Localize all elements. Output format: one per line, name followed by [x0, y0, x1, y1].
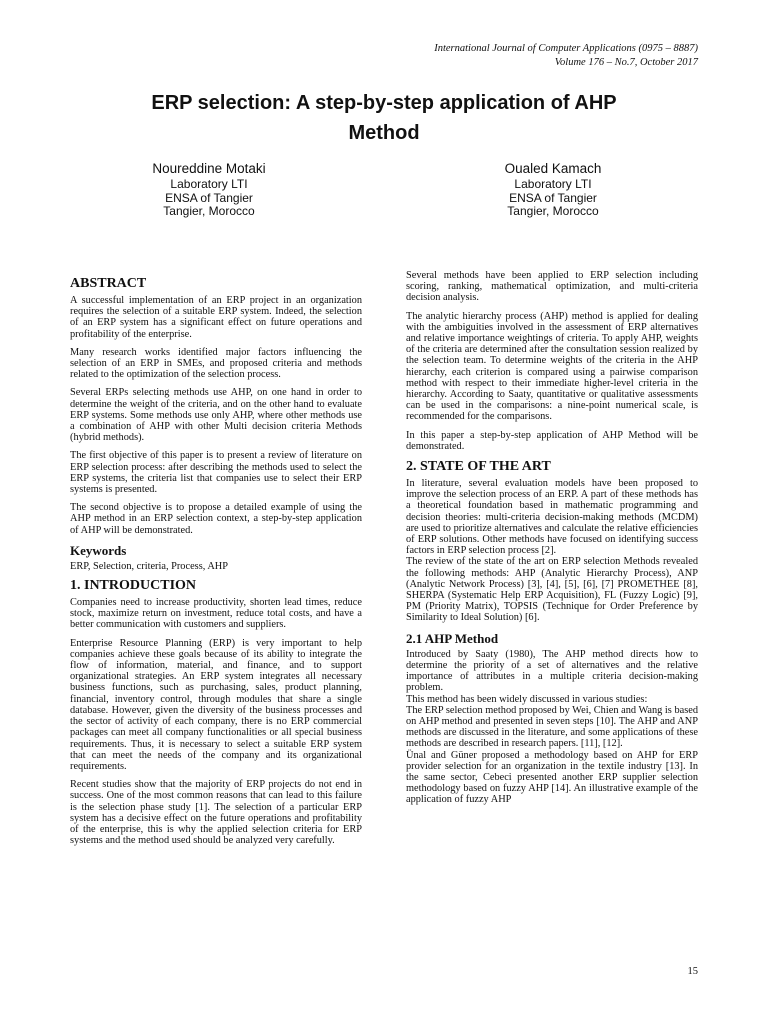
introduction-heading: 1. INTRODUCTION — [70, 578, 197, 594]
ahp-paragraph: This method has been widely discussed in various studies: — [406, 693, 648, 705]
intro-paragraph: Companies need to increase productivity, shorten lead times, reduce stock, maximize return on investment, reduce total costs, and have a better communication with customers and suppliers. — [70, 597, 362, 631]
running-header — [434, 42, 698, 70]
abstract-paragraph: The first objective of this paper is to present a review of literature on ERP selection process: after describing the methods used to select the ERP systems, the criteria list that companies use to select their ERP systems is presented. — [70, 450, 362, 496]
author-school: ENSA of Tangier — [165, 190, 253, 205]
body-paragraph: The analytic hierarchy process (AHP) method is applied for dealing with the ambiguities involved in the assessment of ERP alternatives and relative importance weightings of criteria. To apply AHP, weights of the criteria are determined after the consultation session realized by the selection team. To determine weights of the criteria in the AHP hierarchy, each criterion is compared using a pairwise comparison method with respect to their immediate higher-level criteria in the hierarchy. According to Saaty, quantitative or qualitative assessments can be used in the comparisons: a nine-point numerical scale, is recommended for the comparisons. — [406, 310, 698, 423]
abstract-paragraph: Several ERPs selecting methods use AHP, on one hand in order to determine the weight of the criteria, and on the other hand to evaluate ERP systems. Some methods use only AHP, where other methods use a combination of AHP with other Multi decision criteria Methods (hybrid methods). — [70, 387, 362, 444]
state-of-art-heading: 2. STATE OF THE ART — [406, 459, 551, 475]
state-paragraph: The review of the state of the art on ERP selection Methods revealed the following methods: AHP (Analytic Hierarchy Process), ANP (Analytic Network Process) [3], [4], [5], [6], [7] PROMETHEE [8], SHERPA (Systematic Help ERP Acquisition), FL (Fuzzy Logic) [9], PM (Priority Matrix), TOPSIS (Technique for Order Preference by Similarity to Ideal Solution) [6]. — [406, 556, 698, 624]
intro-paragraph: Recent studies show that the majority of ERP projects do not end in success. One of the most common reasons that can lead to this failure is the selection phase study [1]. The selection of a particular ERP system has a decisive effect on the future operations and profitability of the enterprise, this is why the applied selection criteria for ERP systems and the method used should be analyzed very carefully. — [70, 779, 362, 847]
ahp-method-heading: 2.1 AHP Method — [406, 630, 499, 646]
ahp-paragraph: The ERP selection method proposed by Wei, Chien and Wang is based on AHP method and presented in seven steps [10]. The AHP and ANP methods are discussed in the literature, and some applications of these methods are described in research papers. [11], [12]. — [406, 704, 698, 750]
paper-title — [70, 88, 698, 148]
page-number: 15 — [687, 966, 698, 977]
journal-volume: Volume 176 – No.7, October 2017 — [554, 57, 698, 68]
author-name: Oualed Kamach — [504, 161, 602, 176]
body-paragraph: In this paper a step-by-step application of AHP Method will be demonstrated. — [406, 429, 698, 452]
title-line-2: Method — [348, 122, 420, 144]
author-block-1 — [84, 160, 334, 219]
author-school: ENSA of Tangier — [509, 190, 597, 205]
abstract-paragraph: The second objective is to propose a detailed example of using the AHP method in an ERP selection context, a step-by-step application of AHP will be demonstrated. — [70, 502, 362, 536]
ahp-paragraph: Introduced by Saaty (1980), The AHP method directs how to determine the priority of a set of alternatives and the relative importance of attributes in a multiple criteria decision-making problem. — [406, 648, 698, 694]
author-lab: Laboratory LTI — [170, 177, 248, 191]
keywords-heading: Keywords — [70, 542, 127, 558]
abstract-paragraph: A successful implementation of an ERP project in an organization requires the selection of a suitable ERP system. Indeed, the selection of an ERP system has a significant effect on future operations and profitability of the enterprise. — [70, 295, 362, 340]
right-column — [406, 270, 698, 806]
abstract-heading: ABSTRACT — [70, 276, 147, 291]
intro-paragraph: Enterprise Resource Planning (ERP) is very important to help companies achieve these goals because of its ability to integrate the flow of information, material, and finance, and to support organizational strategies. An ERP system integrates all necessary business functions, such as purchasing, sales, product planning, financial, inventory control, through modules that share a single database. However, given the diversity of the business processes and the sector of activity of each company, there is no ERP commercial packages can meet all company functionalities or all special business requirements. Thus, it is necessary to select a suitable ERP system that can meet the needs of the company and its organizational requirements. — [70, 637, 362, 772]
journal-name: International Journal of Computer Applications (0975 – 8887) — [434, 43, 698, 54]
author-city: Tangier, Morocco — [163, 204, 255, 218]
abstract-paragraph: Many research works identified major factors influencing the selection of an ERP in SMEs, and proposed criteria and methods related to the optimization of the selection process. — [70, 346, 362, 381]
keywords-text: ERP, Selection, criteria, Process, AHP — [70, 560, 229, 572]
state-paragraph: In literature, several evaluation models have been proposed to improve the selection process of an ERP. A part of these methods has a theoretical foundation based in mathematic programming and decision theories: multi-criteria decision-making methods (MCDM) are used to prioritize alternatives and calculate the relative efficiencies of ERP solutions. Other methods have focused on identifying success factors in ERP selection process [2]. — [406, 478, 698, 557]
author-city: Tangier, Morocco — [507, 204, 599, 218]
author-lab: Laboratory LTI — [514, 177, 592, 191]
body-paragraph: Several methods have been applied to ERP selection including scoring, ranking, mathematical optimization, and multi-criteria decision analysis. — [406, 270, 698, 304]
author-block-2 — [428, 160, 678, 219]
ahp-paragraph: Ünal and Güner proposed a methodology based on AHP for ERP provider selection for an organization in the textile industry [13]. In the same sector, Cebeci presented another ERP supplier selection methodology based on fuzzy AHP [14]. An illustrative example of the application of fuzzy AHP — [406, 749, 698, 806]
author-name: Noureddine Motaki — [152, 161, 266, 176]
left-column — [70, 270, 362, 853]
title-line-1: ERP selection: A step-by-step application of AHP — [151, 92, 617, 114]
